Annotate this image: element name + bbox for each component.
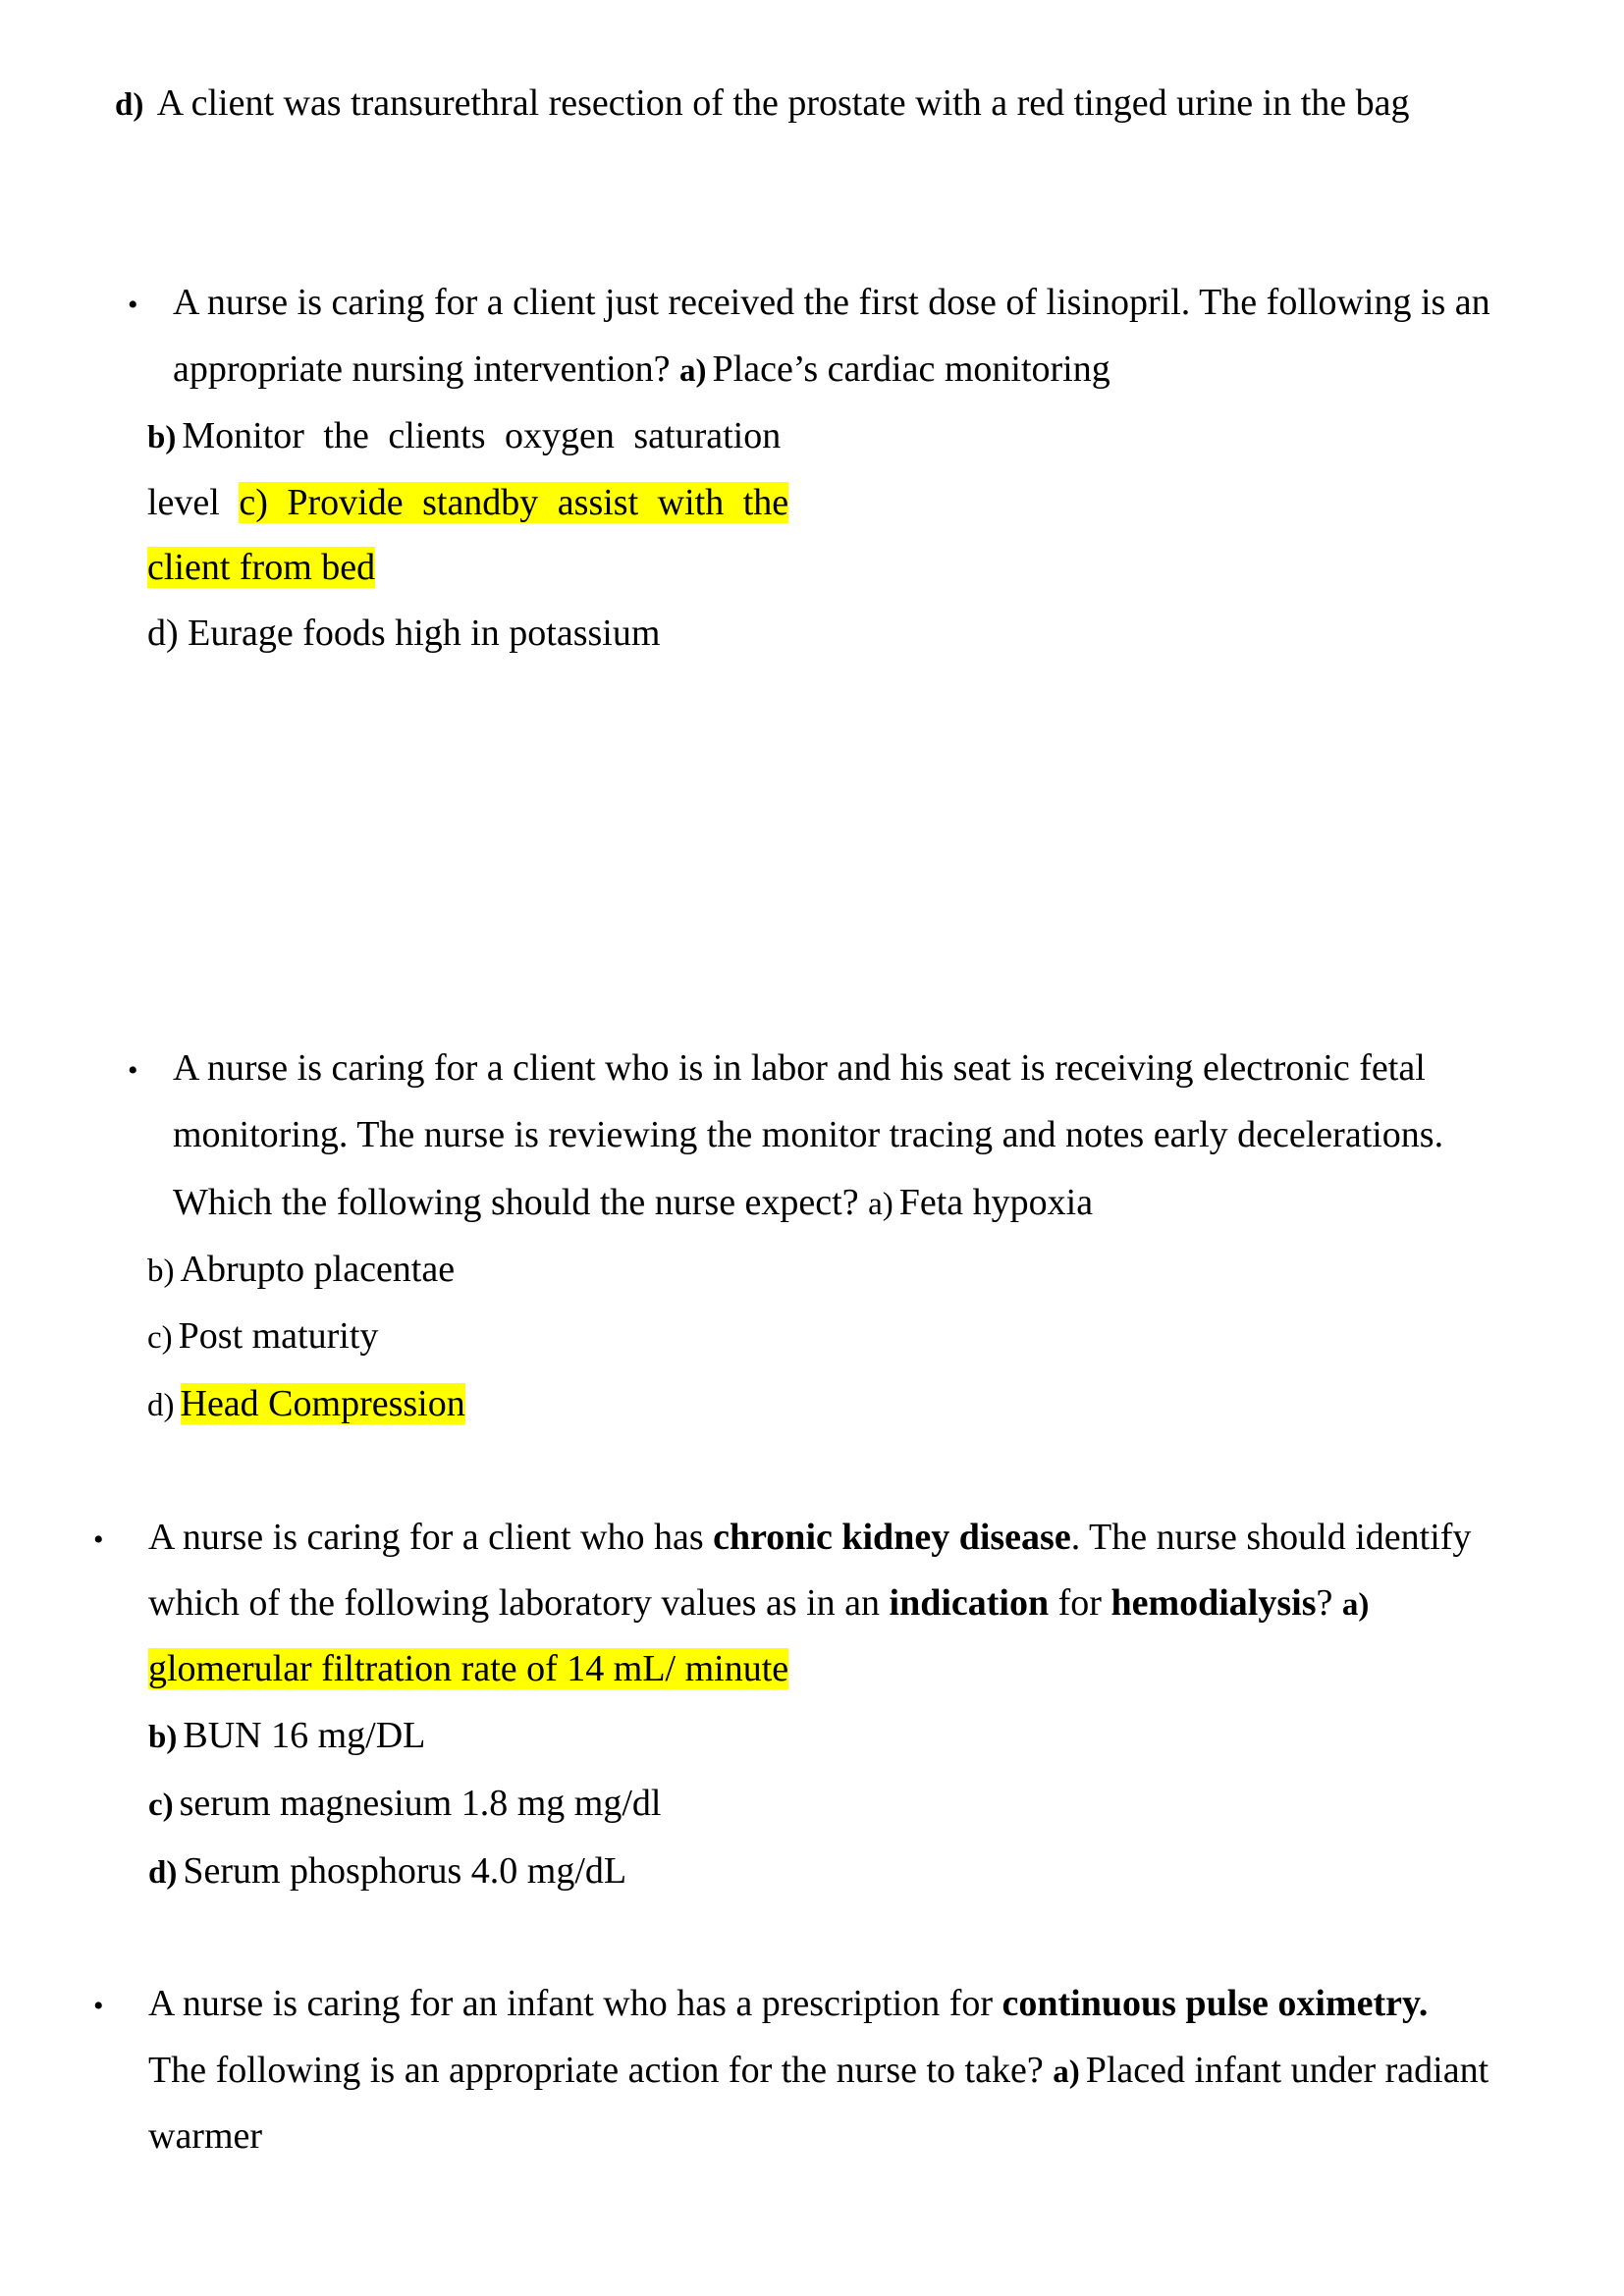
- q3-line1: [148, 1515, 1471, 1560]
- q3-line2-bold1: indication: [889, 1582, 1050, 1624]
- q3-line1-pre: A nurse is caring for a client who has: [148, 1517, 704, 1558]
- q3-opt-a-highlight: glomerular filtration rate of 14 mL/ minute: [148, 1648, 789, 1689]
- q1-opt-b-label: b): [147, 420, 177, 455]
- q3-opt-b: [148, 1713, 425, 1760]
- q4-line1-bold: continuous pulse oximetry.: [1001, 1983, 1429, 2024]
- q1-opt-b-text: Monitor the clients oxygen saturation: [182, 415, 782, 456]
- q1-stem-end: appropriate nursing intervention?: [173, 348, 671, 390]
- q1-opt-c-highlight: c) Provide standby assist with the: [239, 482, 789, 523]
- q2-opt-c-label: c): [147, 1320, 173, 1356]
- q2-line3: [173, 1180, 1093, 1227]
- q1-opt-d: d) Eurage foods high in potassium: [147, 613, 661, 654]
- q1-opt-c-line1: [147, 480, 788, 525]
- q3-line2: [148, 1580, 1375, 1628]
- q1-opt-b-cont: level: [147, 482, 220, 523]
- q1-opt-b: [147, 413, 781, 460]
- q4-opt-a-text: Placed infant under radiant: [1085, 2050, 1489, 2091]
- q1-opt-c-line2: [147, 545, 375, 590]
- q3-opt-c-text: serum magnesium 1.8 mg mg/dl: [179, 1783, 662, 1824]
- q3-line2-pre: which of the following laboratory values as in an: [148, 1582, 881, 1624]
- q2-opt-c-text: Post maturity: [178, 1315, 379, 1357]
- q2-opt-b-label: b): [147, 1254, 175, 1289]
- q3-opt-c: [148, 1781, 661, 1828]
- q2-line2: monitoring. The nurse is reviewing the monitor tracing and notes early decelerations.: [173, 1114, 1444, 1155]
- q4-line1-pre: A nurse is caring for an infant who has a prescription for: [148, 1983, 994, 2024]
- q2-opt-c: [147, 1313, 378, 1361]
- q3-line2-bold2: hemodialysis: [1110, 1582, 1317, 1624]
- q1-opt-c-highlight-cont: client from bed: [147, 547, 376, 588]
- q4-line2: [148, 2048, 1489, 2095]
- q2-stem-end: Which the following should the nurse expect?: [173, 1182, 859, 1223]
- q3-opt-b-text: BUN 16 mg/DL: [183, 1715, 426, 1756]
- q3-opt-a: [148, 1646, 788, 1691]
- q4-line1: [148, 1981, 1428, 2026]
- q3-opt-d: [148, 1848, 626, 1896]
- q2-opt-a-label: a): [868, 1187, 893, 1222]
- top-item-d: [115, 80, 1410, 128]
- q4-stem-end: The following is an appropriate action for the nurse to take?: [148, 2050, 1044, 2091]
- q1-opt-a-label: a): [679, 353, 707, 389]
- q2-opt-b: [147, 1247, 455, 1294]
- option-text: A client was transurethral resection of the prostate with a red tinged urine in the bag: [156, 82, 1410, 124]
- q2-opt-b-text: Abrupto placentae: [180, 1249, 456, 1290]
- q3-opt-a-label: a): [1341, 1587, 1370, 1623]
- bullet-icon: •: [93, 1990, 104, 2022]
- q3-opt-b-label: b): [148, 1720, 178, 1755]
- q3-line1-bold: chronic kidney disease: [713, 1517, 1071, 1558]
- bullet-icon: •: [128, 1054, 138, 1087]
- q2-opt-d: [147, 1381, 465, 1428]
- q3-line2-post: ?: [1316, 1582, 1333, 1624]
- q2-opt-d-label: d): [147, 1388, 175, 1423]
- q3-line2-mid: for: [1057, 1582, 1102, 1624]
- q4-opt-a-label: a): [1053, 2055, 1080, 2090]
- option-label: d): [115, 87, 144, 123]
- q3-opt-d-label: d): [148, 1855, 178, 1891]
- q3-opt-c-label: c): [148, 1788, 174, 1823]
- q1-line2: [173, 347, 1110, 394]
- q2-opt-a-text: Feta hypoxia: [898, 1182, 1094, 1223]
- q4-opt-a-cont: warmer: [148, 2115, 263, 2157]
- q3-opt-d-text: Serum phosphorus 4.0 mg/dL: [183, 1850, 627, 1892]
- q3-line1-post: . The nurse should identify: [1070, 1517, 1472, 1558]
- bullet-icon: •: [128, 289, 138, 321]
- bullet-icon: •: [93, 1523, 104, 1556]
- q1-line1: A nurse is caring for a client just received the first dose of lisinopril. The following is an: [173, 282, 1490, 323]
- q1-opt-a-text: Place’s cardiac monitoring: [712, 348, 1110, 390]
- q2-opt-d-highlight: Head Compression: [180, 1383, 465, 1424]
- q2-line1: A nurse is caring for a client who is in labor and his seat is receiving electronic fetal: [173, 1047, 1426, 1089]
